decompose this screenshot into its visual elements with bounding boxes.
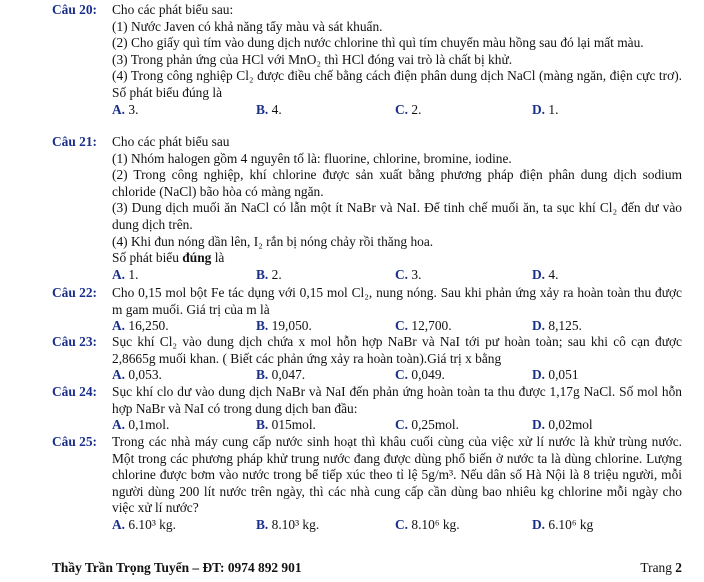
question-closing: Số phát biểu đúng là (112, 250, 225, 266)
option-b[interactable]: B. 2. (256, 266, 282, 282)
statement-1: (1) Nhóm halogen gồm 4 nguyên tố là: fluorine, chlorine, bromine, iodine. (112, 150, 512, 166)
option-c[interactable]: C. 0,049. (395, 367, 445, 383)
option-b[interactable]: B. 19,050. (256, 318, 312, 334)
option-d[interactable]: D. 1. (532, 101, 559, 117)
answer-options (112, 102, 682, 119)
option-d[interactable]: D. 8,125. (532, 318, 582, 334)
statement-4: (4) Trong công nghiệp Cl₂ được điều chế bằng cách điện phân dung dịch NaCl (màng ngăn, điện cực trơ). Số phát biểu đúng là (112, 68, 682, 100)
option-d[interactable]: D. 6.10⁶ kg (532, 516, 594, 532)
answer-options (112, 517, 682, 534)
answer-options (112, 367, 682, 384)
question-24 (52, 384, 682, 434)
option-a[interactable]: A. 6.10³ kg. (112, 516, 176, 532)
question-label: Câu 23: (52, 334, 98, 349)
option-b[interactable]: B. 4. (256, 101, 282, 117)
question-label: Câu 20: (52, 2, 98, 17)
question-prompt: Trong các nhà máy cung cấp nước sinh hoạt thì khâu cuối cùng của việc xử lí nước là khử trùng nước. Một trong các phương pháp khử trung nước đang được dùng phổ biến ở nước ta là dùng chlorine. Lượng chlorine được bơm vào nước trong bể tiếp xúc theo tỉ lệ 5g/m³. Nếu dân số Hà Nội là 8 triệu người, mỗi người dùng 200 lít nước trên ngày, thì các nhà cung cấp cần dùng bao nhiêu kg chlorine mỗi ngày cho việc xử lí nước? (112, 434, 682, 516)
option-d[interactable]: D. 4. (532, 266, 559, 282)
page-number: Trang 2 (640, 560, 682, 575)
question-20 (52, 2, 682, 119)
author-contact: Thầy Trần Trọng Tuyển – ĐT: 0974 892 901 (52, 560, 302, 575)
statement-2: (2) Cho giấy quì tím vào dung dịch nước chlorine thì quì tím chuyển màu hồng sau đó lại mất màu. (112, 35, 644, 51)
question-prompt: Cho các phát biểu sau: (112, 2, 234, 17)
statement-1: (1) Nước Javen có khả năng tẩy màu và sát khuẩn. (112, 18, 383, 34)
question-label: Câu 21: (52, 134, 98, 149)
option-a[interactable]: A. 0,053. (112, 367, 162, 383)
question-prompt: Cho các phát biểu sau (112, 134, 230, 149)
question-label: Câu 24: (52, 384, 98, 399)
question-label: Câu 22: (52, 285, 98, 300)
question-prompt: Sục khí Cl₂ vào dung dịch chứa x mol hỗn hợp NaBr và NaI tới pư hoàn toàn; sau khi cô cạn được 2,8665g muối khan. ( Biết các phản ứng xảy ra hoàn toàn).Giá trị x bằng (112, 334, 682, 366)
option-c[interactable]: C. 8.10⁶ kg. (395, 516, 460, 532)
option-a[interactable]: A. 1. (112, 266, 139, 282)
statement-2: (2) Trong công nghiệp, khí chlorine được sản xuất bằng phương pháp điện phân dung dịch sodium chloride (NaCl) bão hòa có màng ngăn. (112, 167, 682, 199)
statement-3: (3) Trong phản ứng của HCl với MnO₂ thì HCl đóng vai trò là chất bị khử. (112, 51, 513, 67)
option-a[interactable]: A. 16,250. (112, 318, 169, 334)
answer-options (112, 318, 682, 335)
option-c[interactable]: C. 0,25mol. (395, 417, 460, 433)
option-c[interactable]: C. 12,700. (395, 318, 452, 334)
option-d[interactable]: D. 0,051 (532, 367, 579, 383)
question-prompt: Cho 0,15 mol bột Fe tác dụng với 0,15 mol Cl₂, nung nóng. Sau khi phản ứng xảy ra hoàn toàn thu được m gam muối. Giá trị của m là (112, 285, 682, 317)
page-footer (52, 560, 682, 576)
statement-4: (4) Khi đun nóng dần lên, I₂ rắn bị nóng chảy rồi thăng hoa. (112, 233, 434, 249)
question-23 (52, 334, 682, 384)
option-b[interactable]: B. 8.10³ kg. (256, 516, 320, 532)
option-b[interactable]: B. 0,047. (256, 367, 306, 383)
option-a[interactable]: A. 0,1mol. (112, 417, 170, 433)
option-c[interactable]: C. 3. (395, 266, 422, 282)
answer-options (112, 267, 682, 284)
statement-3: (3) Dung dịch muối ăn NaCl có lẫn một ít NaBr và NaI. Để tinh chế muối ăn, ta sục khí Cl₂ đến dư vào dung dịch trên. (112, 200, 682, 232)
question-22 (52, 285, 682, 335)
question-label: Câu 25: (52, 434, 98, 449)
answer-options (112, 417, 682, 434)
option-c[interactable]: C. 2. (395, 101, 422, 117)
option-d[interactable]: D. 0,02mol (532, 417, 593, 433)
question-25 (52, 434, 682, 534)
option-b[interactable]: B. 015mol. (256, 417, 316, 433)
question-21 (52, 134, 682, 284)
option-a[interactable]: A. 3. (112, 101, 139, 117)
question-prompt: Sục khí clo dư vào dung dịch NaBr và NaI đến phản ứng hoàn toàn ta thu được 1,17g NaCl. Số mol hỗn hợp NaBr và NaI có trong dung dịch ban đầu: (112, 384, 682, 416)
